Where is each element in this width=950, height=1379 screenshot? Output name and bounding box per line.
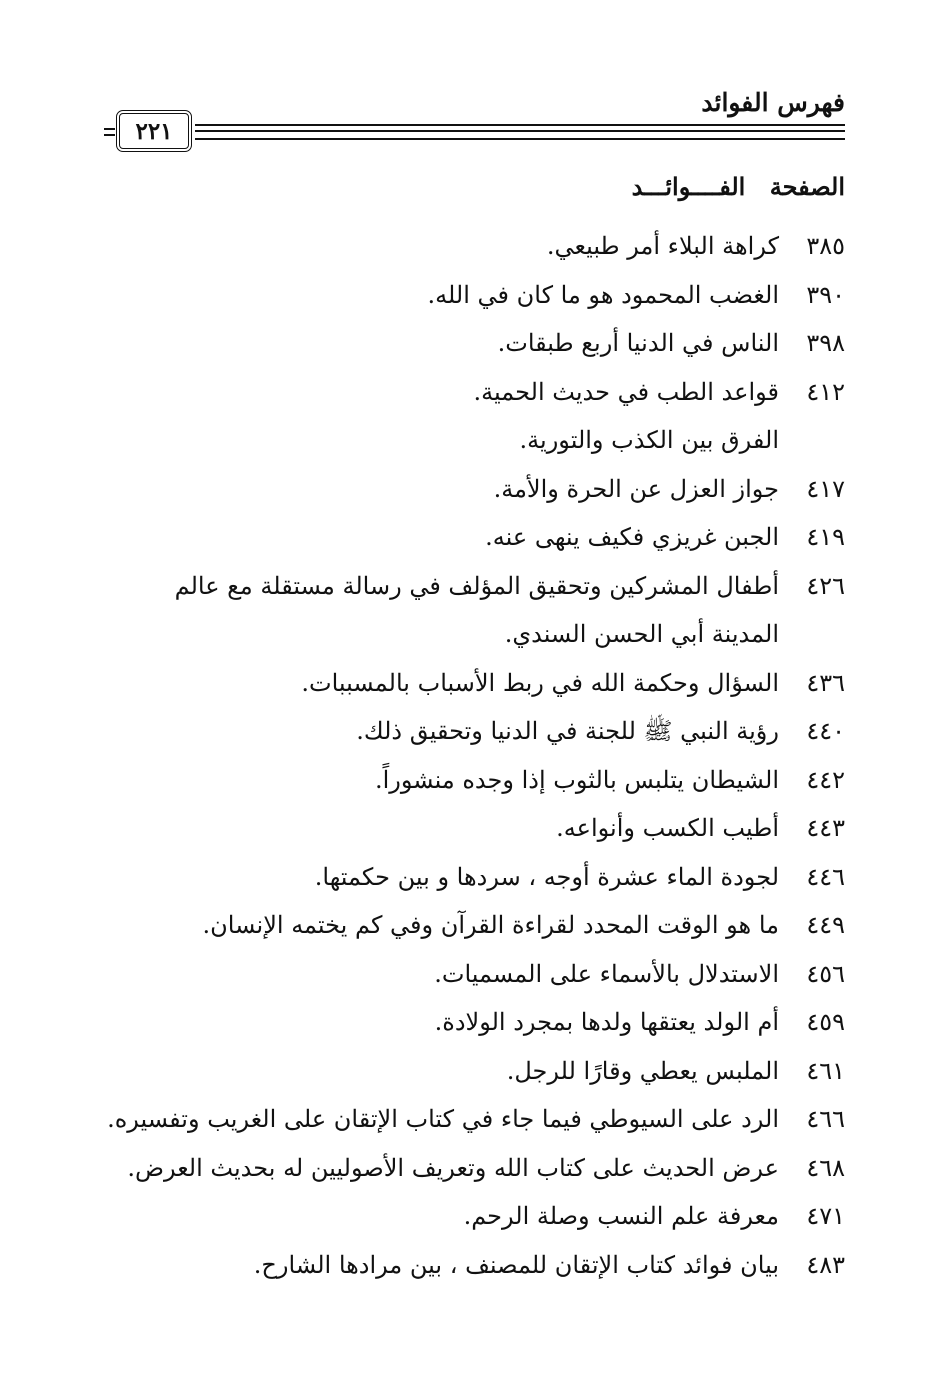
entry-page-number: ٤٦٦ bbox=[806, 1105, 845, 1133]
entry-text: جواز العزل عن الحرة والأمة. bbox=[493, 474, 779, 503]
entry-page-number: ٤٢٦ bbox=[806, 571, 845, 600]
entry-page-number: ٤٤٦ bbox=[806, 862, 845, 891]
entry-text: الفرق بين الكذب والتورية. bbox=[519, 426, 779, 454]
header-double-rule bbox=[195, 124, 845, 140]
entry-text: لجودة الماء عشرة أوجه ، سردها و بين حكمتها. bbox=[314, 862, 779, 891]
index-entry bbox=[100, 319, 845, 368]
entry-text: أطيب الكسب وأنواعه. bbox=[556, 814, 779, 842]
index-entry bbox=[100, 222, 845, 271]
entry-text: السؤال وحكمة الله في ربط الأسباب بالمسببات. bbox=[301, 668, 779, 697]
entry-page-number: ٤١٧ bbox=[806, 474, 845, 503]
index-entry bbox=[100, 659, 845, 708]
entry-text: الاستدلال بالأسماء على المسميات. bbox=[434, 959, 779, 988]
entry-text: الغضب المحمود هو ما كان في الله. bbox=[427, 280, 779, 309]
index-entry bbox=[100, 707, 845, 756]
entry-text: كراهة البلاء أمر طبيعي. bbox=[546, 232, 779, 260]
entry-text: بيان فوائد كتاب الإتقان للمصنف ، بين مرادها الشارح. bbox=[253, 1250, 779, 1279]
entry-page-number: ٤٤٩ bbox=[806, 911, 845, 939]
entry-text: أطفال المشركين وتحقيق المؤلف في رسالة مستقلة مع عالم المدينة أبي الحسن السندي. bbox=[174, 571, 779, 648]
entry-page-number: ٤٤٠ bbox=[806, 717, 845, 745]
index-entry bbox=[100, 368, 845, 417]
entry-text: الرد على السيوطي فيما جاء في كتاب الإتقان على الغريب وتفسيره. bbox=[107, 1105, 779, 1133]
index-entry bbox=[100, 853, 845, 902]
index-entry bbox=[100, 513, 845, 562]
entry-text: أم الولد يعتقها ولدها بمجرد الولادة. bbox=[434, 1008, 779, 1036]
index-entry bbox=[100, 1047, 845, 1096]
page-number: ٢٢١ bbox=[135, 117, 173, 145]
entry-page-number: ٤٦١ bbox=[806, 1056, 845, 1085]
entry-page-number: ٤٤٣ bbox=[806, 814, 845, 842]
entry-text: عرض الحديث على كتاب الله وتعريف الأصوليين له بحديث العرض. bbox=[127, 1153, 779, 1182]
index-entry bbox=[100, 416, 845, 465]
entry-page-number: ٤٧١ bbox=[806, 1202, 845, 1230]
running-title: فهرس الفوائد bbox=[701, 88, 845, 117]
entry-text: ما هو الوقت المحدد لقراءة القرآن وفي كم يختمه الإنسان. bbox=[202, 911, 779, 939]
entry-text: قواعد الطب في حديث الحمية. bbox=[473, 377, 779, 406]
entry-page-number: ٣٨٥ bbox=[806, 232, 845, 260]
entry-text: رؤية النبي ﷺ للجنة في الدنيا وتحقيق ذلك. bbox=[356, 717, 779, 745]
index-entry bbox=[100, 901, 845, 950]
index-entry bbox=[100, 1241, 845, 1290]
entry-text: الجبن غريزي فكيف ينهى عنه. bbox=[485, 523, 779, 551]
index-entry bbox=[100, 998, 845, 1047]
index-entries bbox=[100, 222, 845, 1289]
entry-page-number: ٤٣٦ bbox=[806, 668, 845, 697]
entry-page-number: ٤٦٨ bbox=[806, 1153, 845, 1182]
entry-text: الشيطان يتلبس بالثوب إذا وجده منشوراً. bbox=[374, 765, 779, 794]
entry-page-number: ٤١٩ bbox=[806, 523, 845, 551]
entry-page-number: ٤٤٢ bbox=[806, 765, 845, 794]
entry-page-number: ٤٥٦ bbox=[806, 959, 845, 988]
index-entry bbox=[100, 1192, 845, 1241]
entry-text: معرفة علم النسب وصلة الرحم. bbox=[463, 1202, 779, 1230]
column-header-benefits: الفــــوائـــد bbox=[631, 172, 746, 201]
index-entry bbox=[100, 562, 845, 659]
index-entry bbox=[100, 1095, 845, 1144]
entry-page-number: ٣٩٠ bbox=[806, 280, 845, 309]
column-header-page: الصفحة bbox=[769, 172, 845, 201]
index-column-headers bbox=[632, 172, 845, 201]
index-entry bbox=[100, 271, 845, 320]
page-number-box bbox=[116, 110, 192, 152]
entry-page-number: ٤٨٣ bbox=[806, 1250, 845, 1279]
index-entry bbox=[100, 756, 845, 805]
index-entry bbox=[100, 1144, 845, 1193]
entry-page-number: ٤١٢ bbox=[806, 377, 845, 406]
entry-text: الملبس يعطي وقارًا للرجل. bbox=[506, 1056, 779, 1085]
header-rule-tail bbox=[104, 128, 115, 136]
index-entry bbox=[100, 465, 845, 514]
entry-page-number: ٤٥٩ bbox=[806, 1008, 845, 1036]
index-entry bbox=[100, 950, 845, 999]
index-entry bbox=[100, 804, 845, 853]
entry-text: الناس في الدنيا أربع طبقات. bbox=[497, 329, 779, 357]
entry-page-number: ٣٩٨ bbox=[806, 329, 845, 357]
